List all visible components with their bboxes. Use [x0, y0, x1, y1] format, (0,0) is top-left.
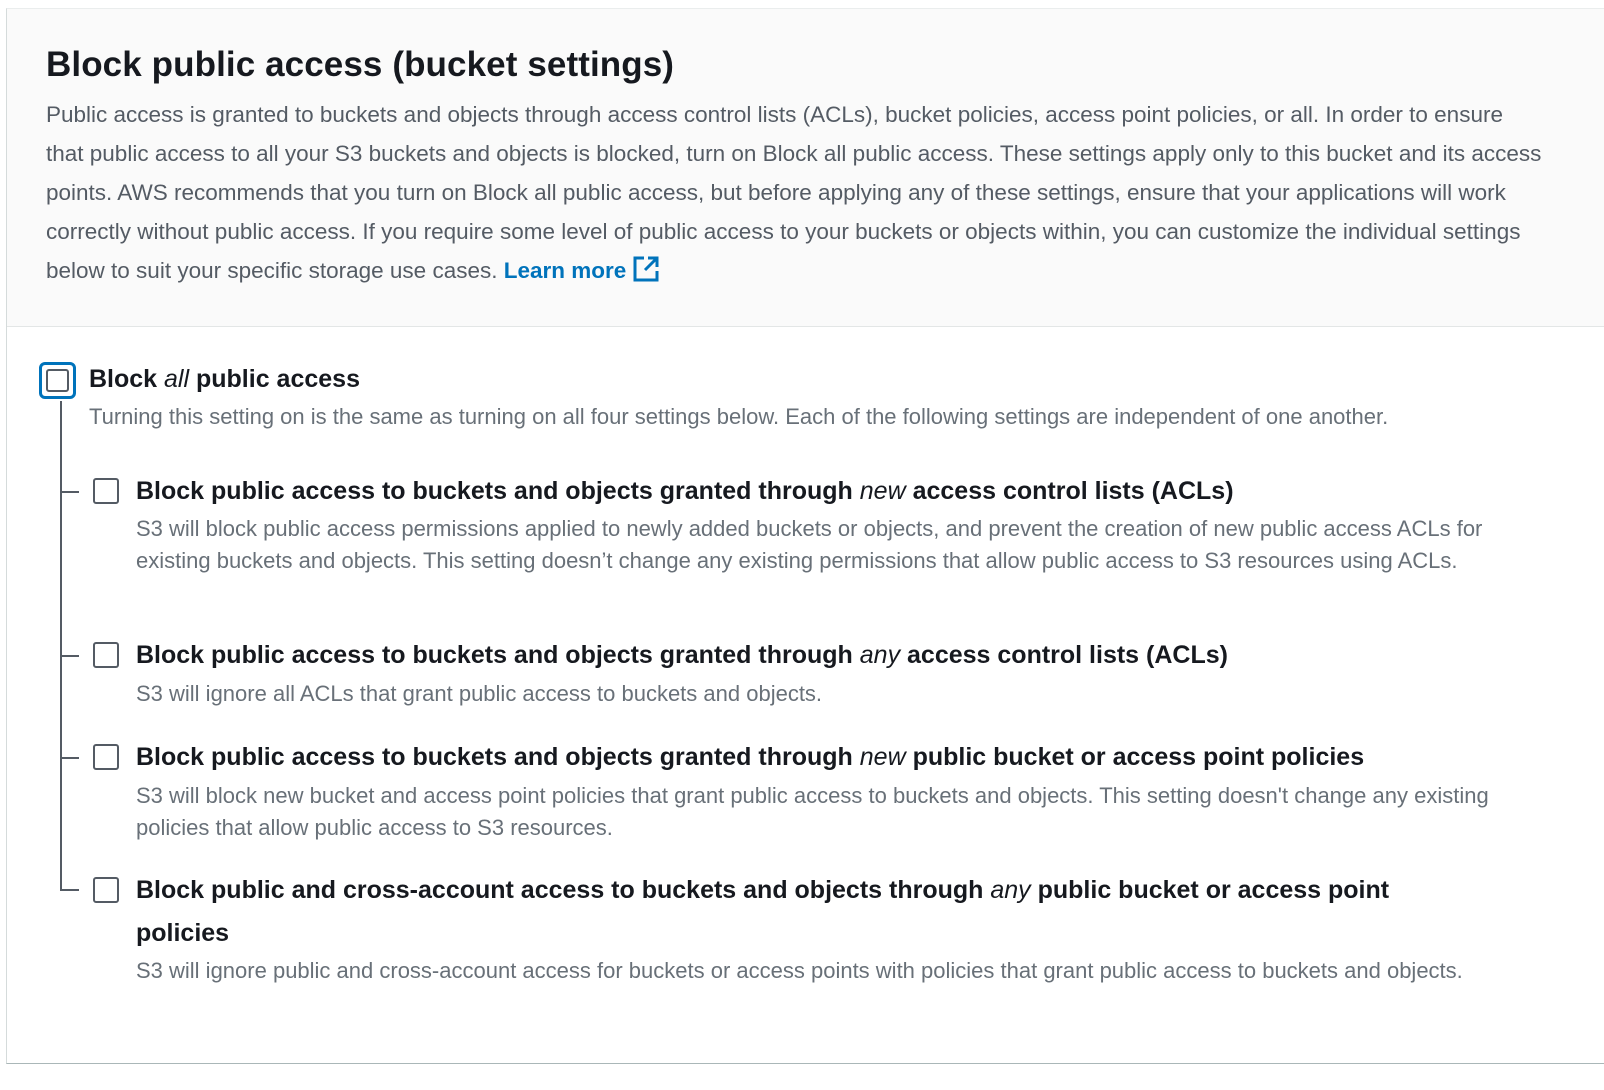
- block-any-acls-label[interactable]: [136, 634, 1228, 677]
- label-text: access control lists (ACLs): [905, 477, 1234, 505]
- label-emphasis: all: [164, 365, 190, 393]
- block-new-policies-label[interactable]: [136, 736, 1364, 779]
- checkbox-box: [46, 369, 69, 392]
- block-all-public-access-label[interactable]: [89, 358, 360, 401]
- label-emphasis: new: [859, 477, 906, 505]
- tree-connector-tick: [60, 889, 79, 891]
- label-emphasis: any: [990, 876, 1031, 904]
- block-cross-account-policies-description: S3 will ignore public and cross-account access for buckets or access points with policies that grant public access to buckets and objects.: [136, 958, 1463, 983]
- block-any-acls-description: S3 will ignore all ACLs that grant public access to buckets and objects.: [136, 681, 823, 706]
- block-new-policies-description: S3 will block new bucket and access point policies that grant public access to buckets and objects. This setting doesn't change any existing policies that allow public access to S3 resources.: [136, 783, 1489, 840]
- label-text: access control lists (ACLs): [900, 641, 1228, 669]
- header-description-text: Public access is granted to buckets and objects through access control lists (ACLs), bucket policies, access point policies, or all. In order to ensure that public access to all your S3 buckets and objects is blocked, turn on Block all public access. These settings apply only to this bucket and its access points. AWS recommends that you turn on Block all public access, but before applying any of these settings, ensure that your applications will work correctly without public access. If you require some level of public access to your buckets or objects within, you can customize the individual settings below to suit your specific storage use cases.: [46, 102, 1542, 283]
- learn-more-label: Learn more: [503, 258, 627, 283]
- block-public-access-panel: [6, 8, 1604, 1064]
- header-description: [46, 95, 1546, 295]
- block-all-public-access-checkbox[interactable]: [39, 362, 76, 399]
- block-cross-account-policies-checkbox[interactable]: [93, 877, 119, 903]
- learn-more-link[interactable]: [504, 258, 661, 283]
- block-all-public-access-description: Turning this setting on is the same as turning on all four settings below. Each of the following settings are independent of one another.: [89, 404, 1389, 429]
- block-new-policies-checkbox[interactable]: [93, 744, 119, 770]
- block-new-acls-checkbox[interactable]: [93, 478, 119, 504]
- tree-connector-tick: [60, 491, 79, 493]
- label-text: Block public access to buckets and objects granted through: [136, 641, 860, 669]
- label-text: public bucket or access point policies: [136, 876, 1390, 947]
- label-text: Block public access to buckets and objects granted through: [136, 743, 860, 771]
- label-emphasis: new: [859, 743, 906, 771]
- page-title: Block public access (bucket settings): [46, 45, 675, 84]
- block-any-acls-checkbox[interactable]: [93, 642, 119, 668]
- external-link-icon: [632, 255, 660, 295]
- block-cross-account-policies-label[interactable]: [136, 869, 1476, 955]
- block-new-acls-description: S3 will block public access permissions applied to newly added buckets or objects, and prevent the creation of new public access ACLs for existing buckets and objects. This setting doesn’t change any existing permissions that allow public access to S3 resources using ACLs.: [136, 516, 1483, 573]
- label-text: Block public and cross-account access to buckets and objects through: [136, 876, 991, 904]
- label-text: public access: [189, 365, 360, 393]
- label-emphasis: any: [859, 641, 901, 669]
- label-text: Block: [89, 365, 165, 393]
- tree-connector-line: [60, 401, 62, 889]
- block-new-acls-label[interactable]: [136, 470, 1234, 513]
- tree-connector-tick: [60, 757, 79, 759]
- label-text: Block public access to buckets and objects granted through: [136, 477, 860, 505]
- tree-connector-tick: [60, 655, 79, 657]
- panel-header: [7, 9, 1604, 327]
- label-text: public bucket or access point policies: [905, 743, 1365, 771]
